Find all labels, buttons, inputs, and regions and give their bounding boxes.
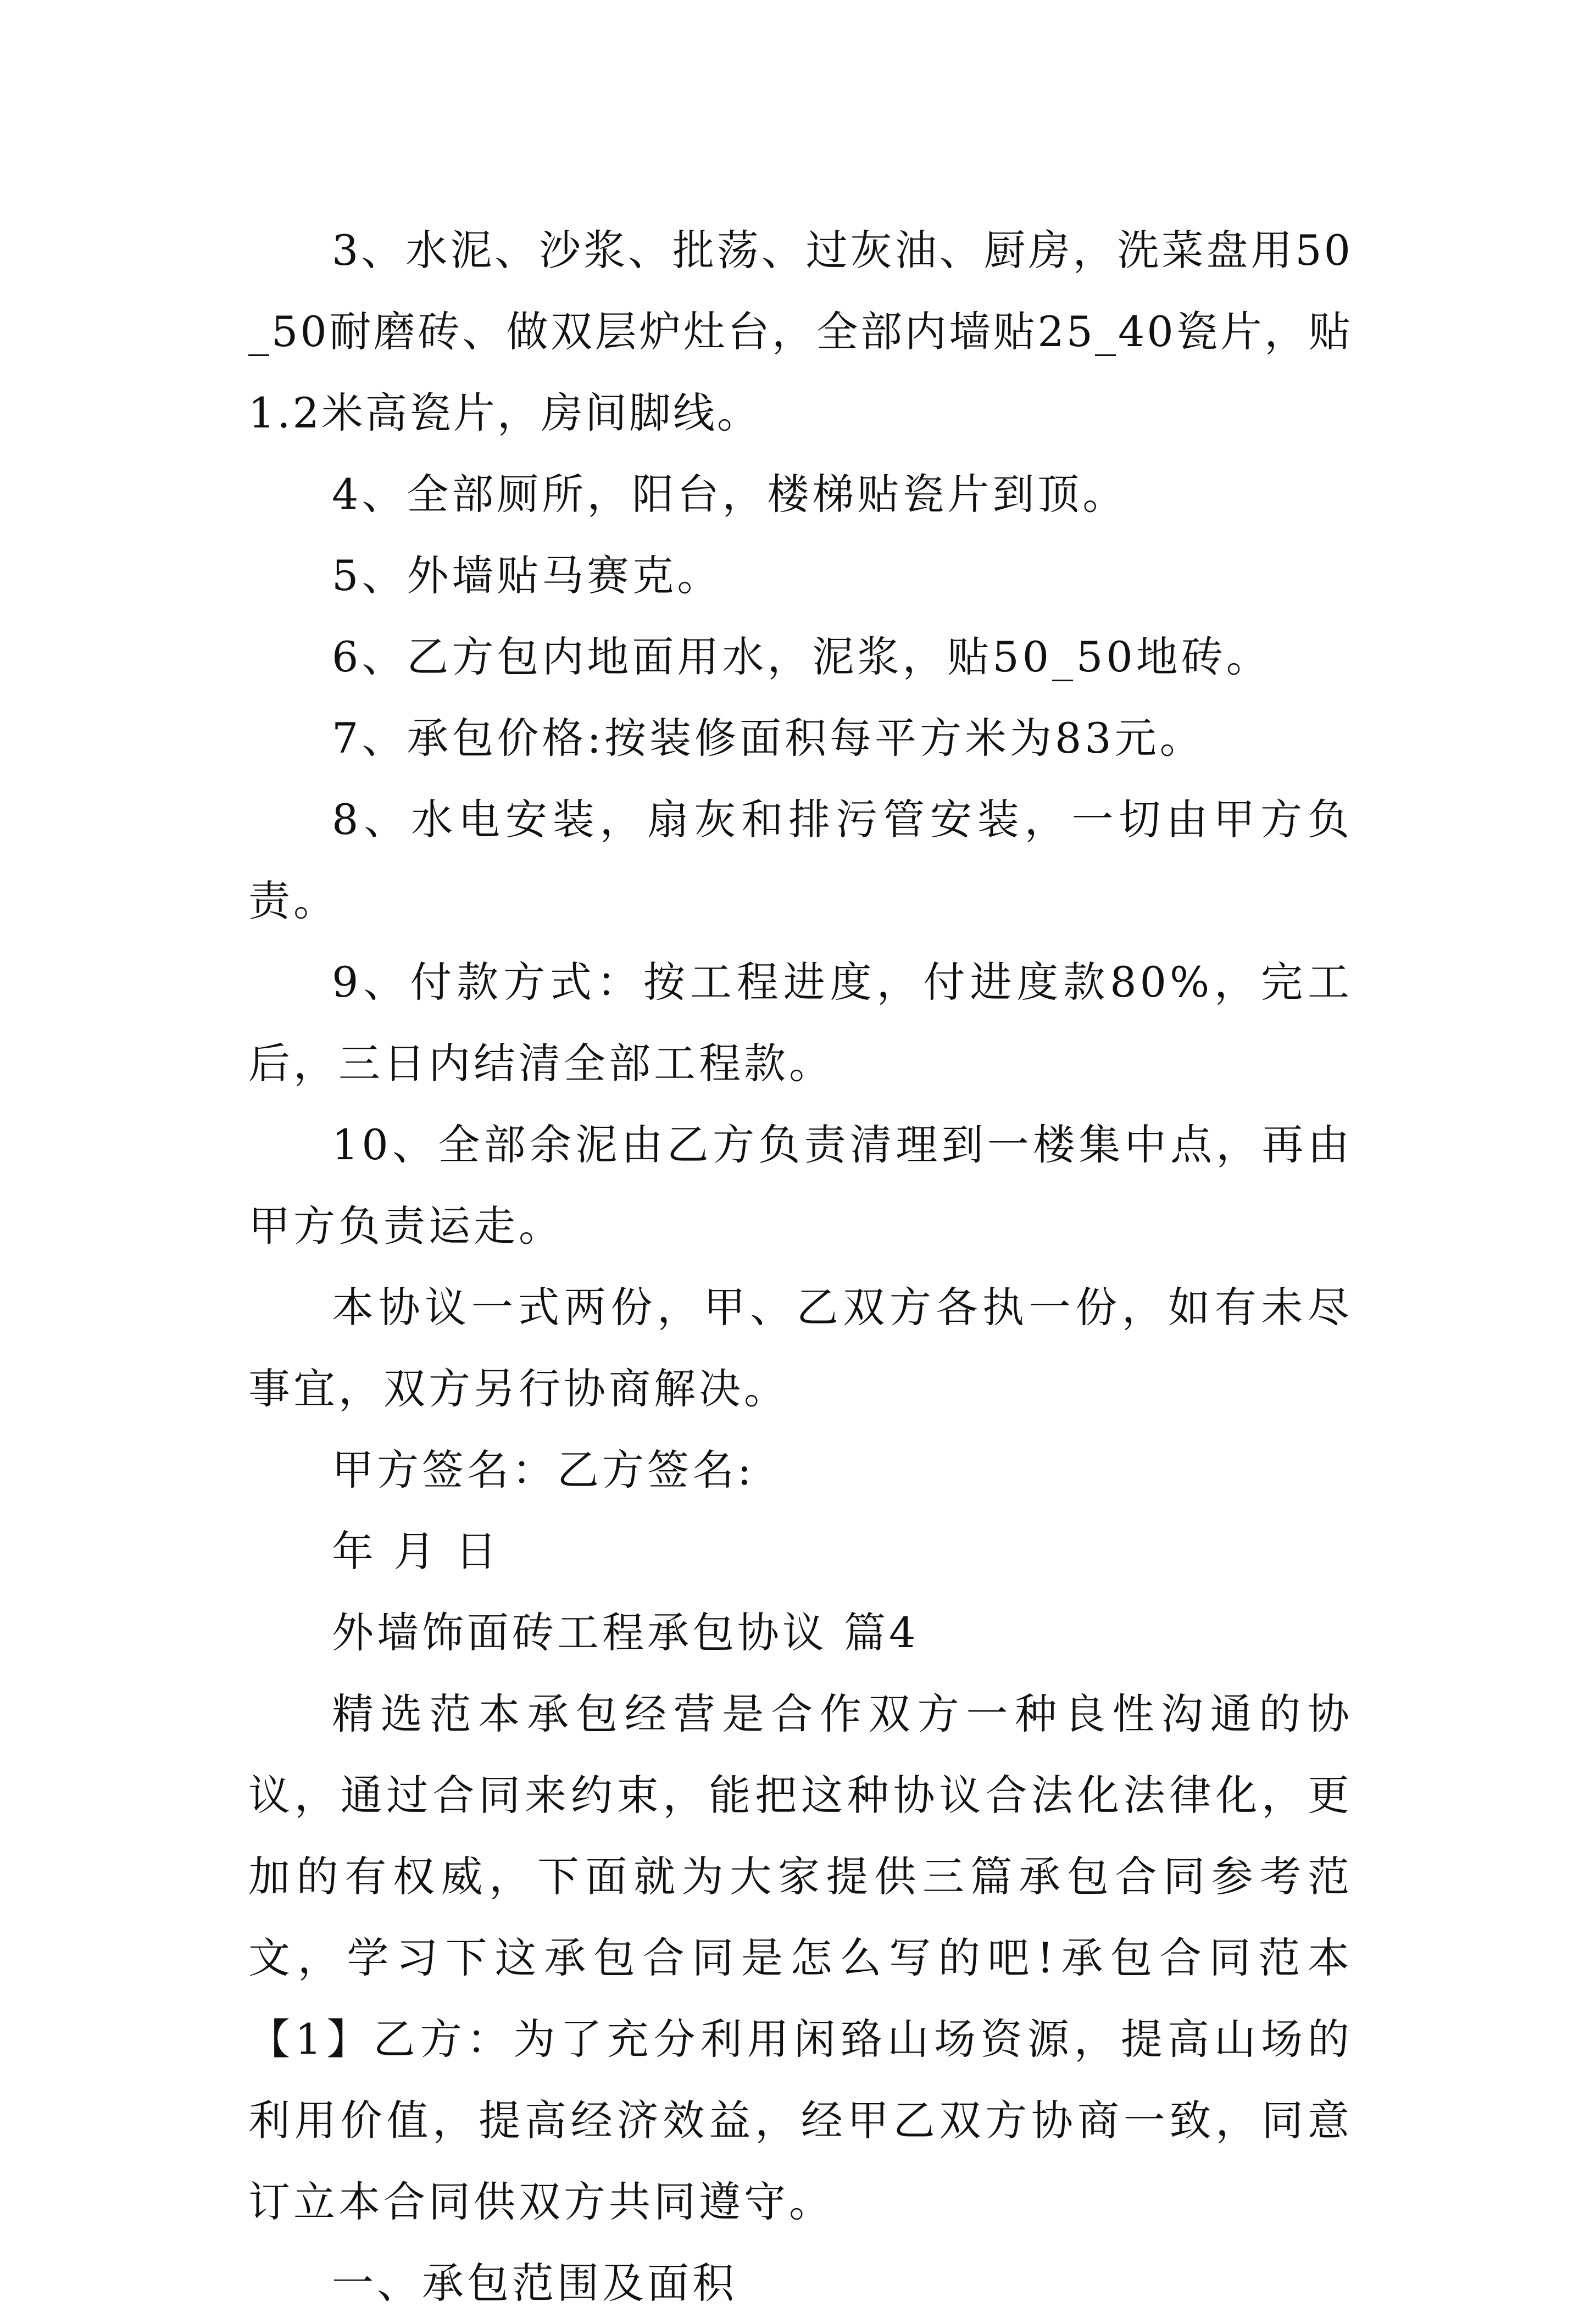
- paragraph-item-6: 6、乙方包内地面用水，泥浆，贴50_50地砖。: [332, 632, 1271, 681]
- signature-line: 甲方签名：乙方签名:: [332, 1445, 755, 1494]
- agreement-copies-paragraph: 本协议一式两份，甲、乙双方各执一份，如有未尽事宜，双方另行协商解决。: [248, 1283, 1353, 1413]
- intro-paragraph: 精选范本承包经营是合作双方一种良性沟通的协议，通过合同来约束，能把这种协议合法化法律化，更加的有权威，下面就为大家提供三篇承包合同参考范文，学习下这承包合同是怎么写的吧!承包合同范本【1】乙方：为了充分利用闲臵山场资源，提高山场的利用价值，提高经济效益，经甲乙双方协商一致，同意订立本合同供双方共同遵守。: [248, 1689, 1353, 2226]
- paragraph-item-10: 10、全部余泥由乙方负责清理到一楼集中点，再由甲方负责运走。: [248, 1120, 1353, 1250]
- paragraph-item-3: 3、水泥、沙浆、批荡、过灰油、厨房，洗菜盘用50_50耐磨砖、做双层炉灶台，全部内墙贴25_40瓷片，贴1.2米高瓷片，房间脚线。: [248, 226, 1353, 437]
- paragraph-item-5: 5、外墙贴马赛克。: [332, 551, 722, 600]
- clause-heading: 一、承包范围及面积: [332, 2259, 737, 2308]
- section-heading: 外墙饰面砖工程承包协议 篇4: [332, 1608, 919, 1657]
- date-line: 年 月 日: [332, 1527, 501, 1576]
- paragraph-item-8: 8、水电安装，扇灰和排污管安装，一切由甲方负责。: [248, 795, 1353, 925]
- paragraph-item-4: 4、全部厕所，阳台，楼梯贴瓷片到顶。: [332, 470, 1128, 519]
- paragraph-item-9: 9、付款方式：按工程进度，付进度款80%，完工后，三日内结清全部工程款。: [248, 958, 1353, 1088]
- paragraph-item-7: 7、承包价格:按装修面积每平方米为83元。: [332, 714, 1205, 763]
- document-body: [248, 210, 1353, 2324]
